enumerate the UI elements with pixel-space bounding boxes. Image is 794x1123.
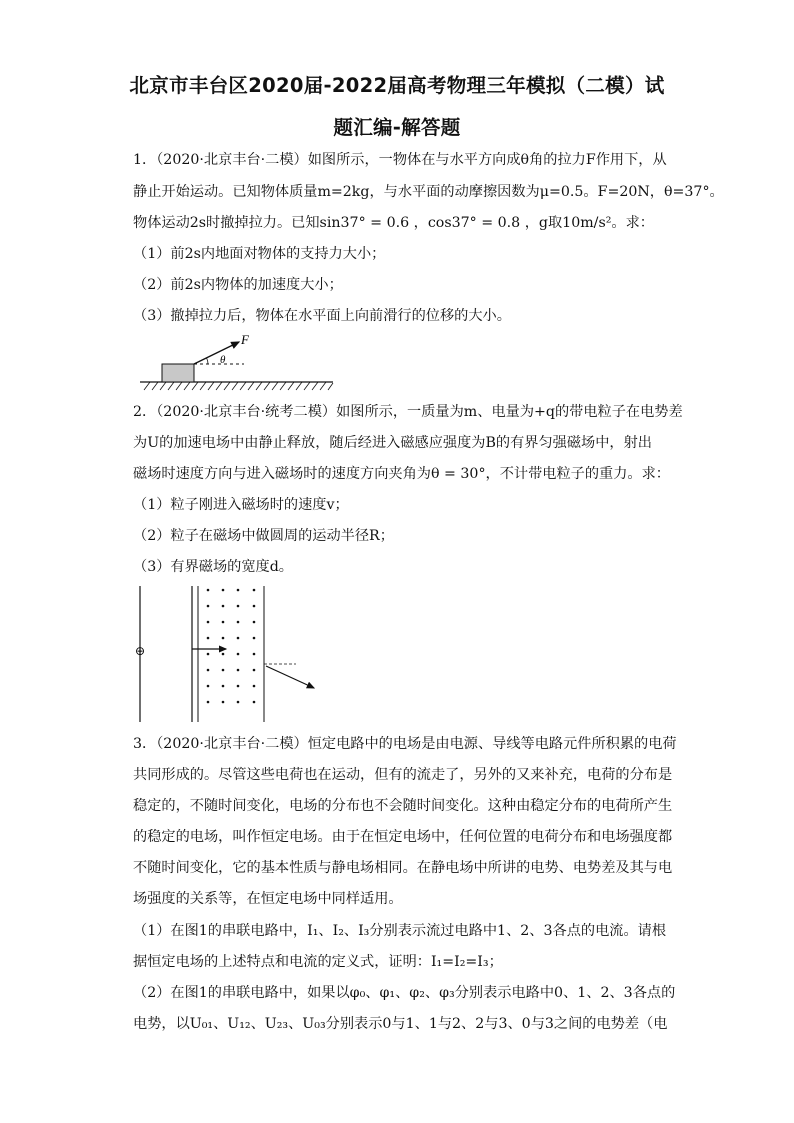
positive-charge: ⊕ xyxy=(135,644,146,658)
q3-subq-2-line-1: （2）在图1的串联电路中，如果以φ₀、φ₁、φ₂、φ₃分别表示电路中0、1、2、3各点的 xyxy=(133,985,676,1001)
q3-subq-1-line-1: （1）在图1的串联电路中，I₁、I₂、I₃分别表示流过电路中1、2、3各点的电流。请根 xyxy=(133,923,667,939)
force-label: F xyxy=(241,332,249,347)
ground-hatching xyxy=(144,382,333,390)
q3-line-2: 共同形成的。尽管这些电荷也在运动，但有的流走了，另外的又来补充，电荷的分布是 xyxy=(133,767,673,783)
q1-subq-2: （2）前2s内物体的加速度大小； xyxy=(133,277,343,293)
exit-velocity-arrow xyxy=(266,666,314,688)
force-arrow xyxy=(194,342,239,364)
q3-subq-1-line-2: 据恒定电场的上述特点和电流的定义式，证明：I₁=I₂=I₃； xyxy=(133,954,503,970)
q2-line-2: 为U的加速电场中由静止释放，随后经进入磁感应强度为B的有界匀强磁场中，射出 xyxy=(133,435,652,451)
q2-subq-2: （2）粒子在磁场中做圆周的运动半径R； xyxy=(133,528,394,544)
q1-line-3: 物体运动2s时撤掉拉力。已知sin37° = 0.6 ，cos37° = 0.8 ，g取10m/s²。求： xyxy=(133,215,654,231)
magnetic-field-dots xyxy=(207,589,256,704)
q3-line-5: 不随时间变化，它的基本性质与静电场相同。在静电场中所讲的电势、电势差及其与电 xyxy=(133,860,673,876)
q1-line-2: 静止开始运动。已知物体质量m=2kg，与水平面的动摩擦因数为μ=0.5。F=20N，θ=37°。 xyxy=(133,184,724,200)
q3-subq-2-line-2: 电势，以U₀₁、U₁₂、U₂₃、U₀₃分别表示0与1、1与2、2与3、0与3之间的电势差（电 xyxy=(133,1016,668,1032)
q3-line-6: 场强度的关系等，在恒定电场中同样适用。 xyxy=(133,891,403,907)
page-title-line-1: 北京市丰台区2020届-2022届高考物理三年模拟（二模）试 xyxy=(129,74,665,97)
q3-line-4: 的稳定的电场，叫作恒定电场。由于在恒定电场中，任何位置的电荷分布和电场强度都 xyxy=(133,829,673,845)
q2-subq-3: （3）有界磁场的宽度d。 xyxy=(133,559,293,575)
angle-label: θ xyxy=(220,354,226,366)
block xyxy=(162,364,194,382)
page-title-line-2: 题汇编-解答题 xyxy=(333,116,461,139)
q1-figure xyxy=(140,330,340,392)
q3-line-1: 3．（2020·北京丰台·二模）恒定电路中的电场是由电源、导线等电路元件所积累的电荷 xyxy=(133,736,677,752)
q1-subq-3: （3）撤掉拉力后，物体在水平面上向前滑行的位移的大小。 xyxy=(133,308,511,324)
q2-subq-1: （1）粒子刚进入磁场时的速度v； xyxy=(133,497,349,513)
q3-line-3: 稳定的，不随时间变化，电场的分布也不会随时间变化。这种由稳定分布的电荷所产生 xyxy=(133,798,673,814)
q2-line-3: 磁场时速度方向与进入磁场时的速度方向夹角为θ = 30°，不计带电粒子的重力。求： xyxy=(133,466,670,482)
angle-arc xyxy=(207,358,208,364)
q1-line-1: 1．（2020·北京丰台·二模）如图所示，一物体在与水平方向成θ角的拉力F作用下，从 xyxy=(133,152,667,168)
q2-figure xyxy=(130,582,330,727)
q2-line-1: 2．（2020·北京丰台·统考二模）如图所示，一质量为m、电量为+q的带电粒子在电势差 xyxy=(133,404,683,420)
q1-subq-1: （1）前2s内地面对物体的支持力大小； xyxy=(133,246,386,262)
